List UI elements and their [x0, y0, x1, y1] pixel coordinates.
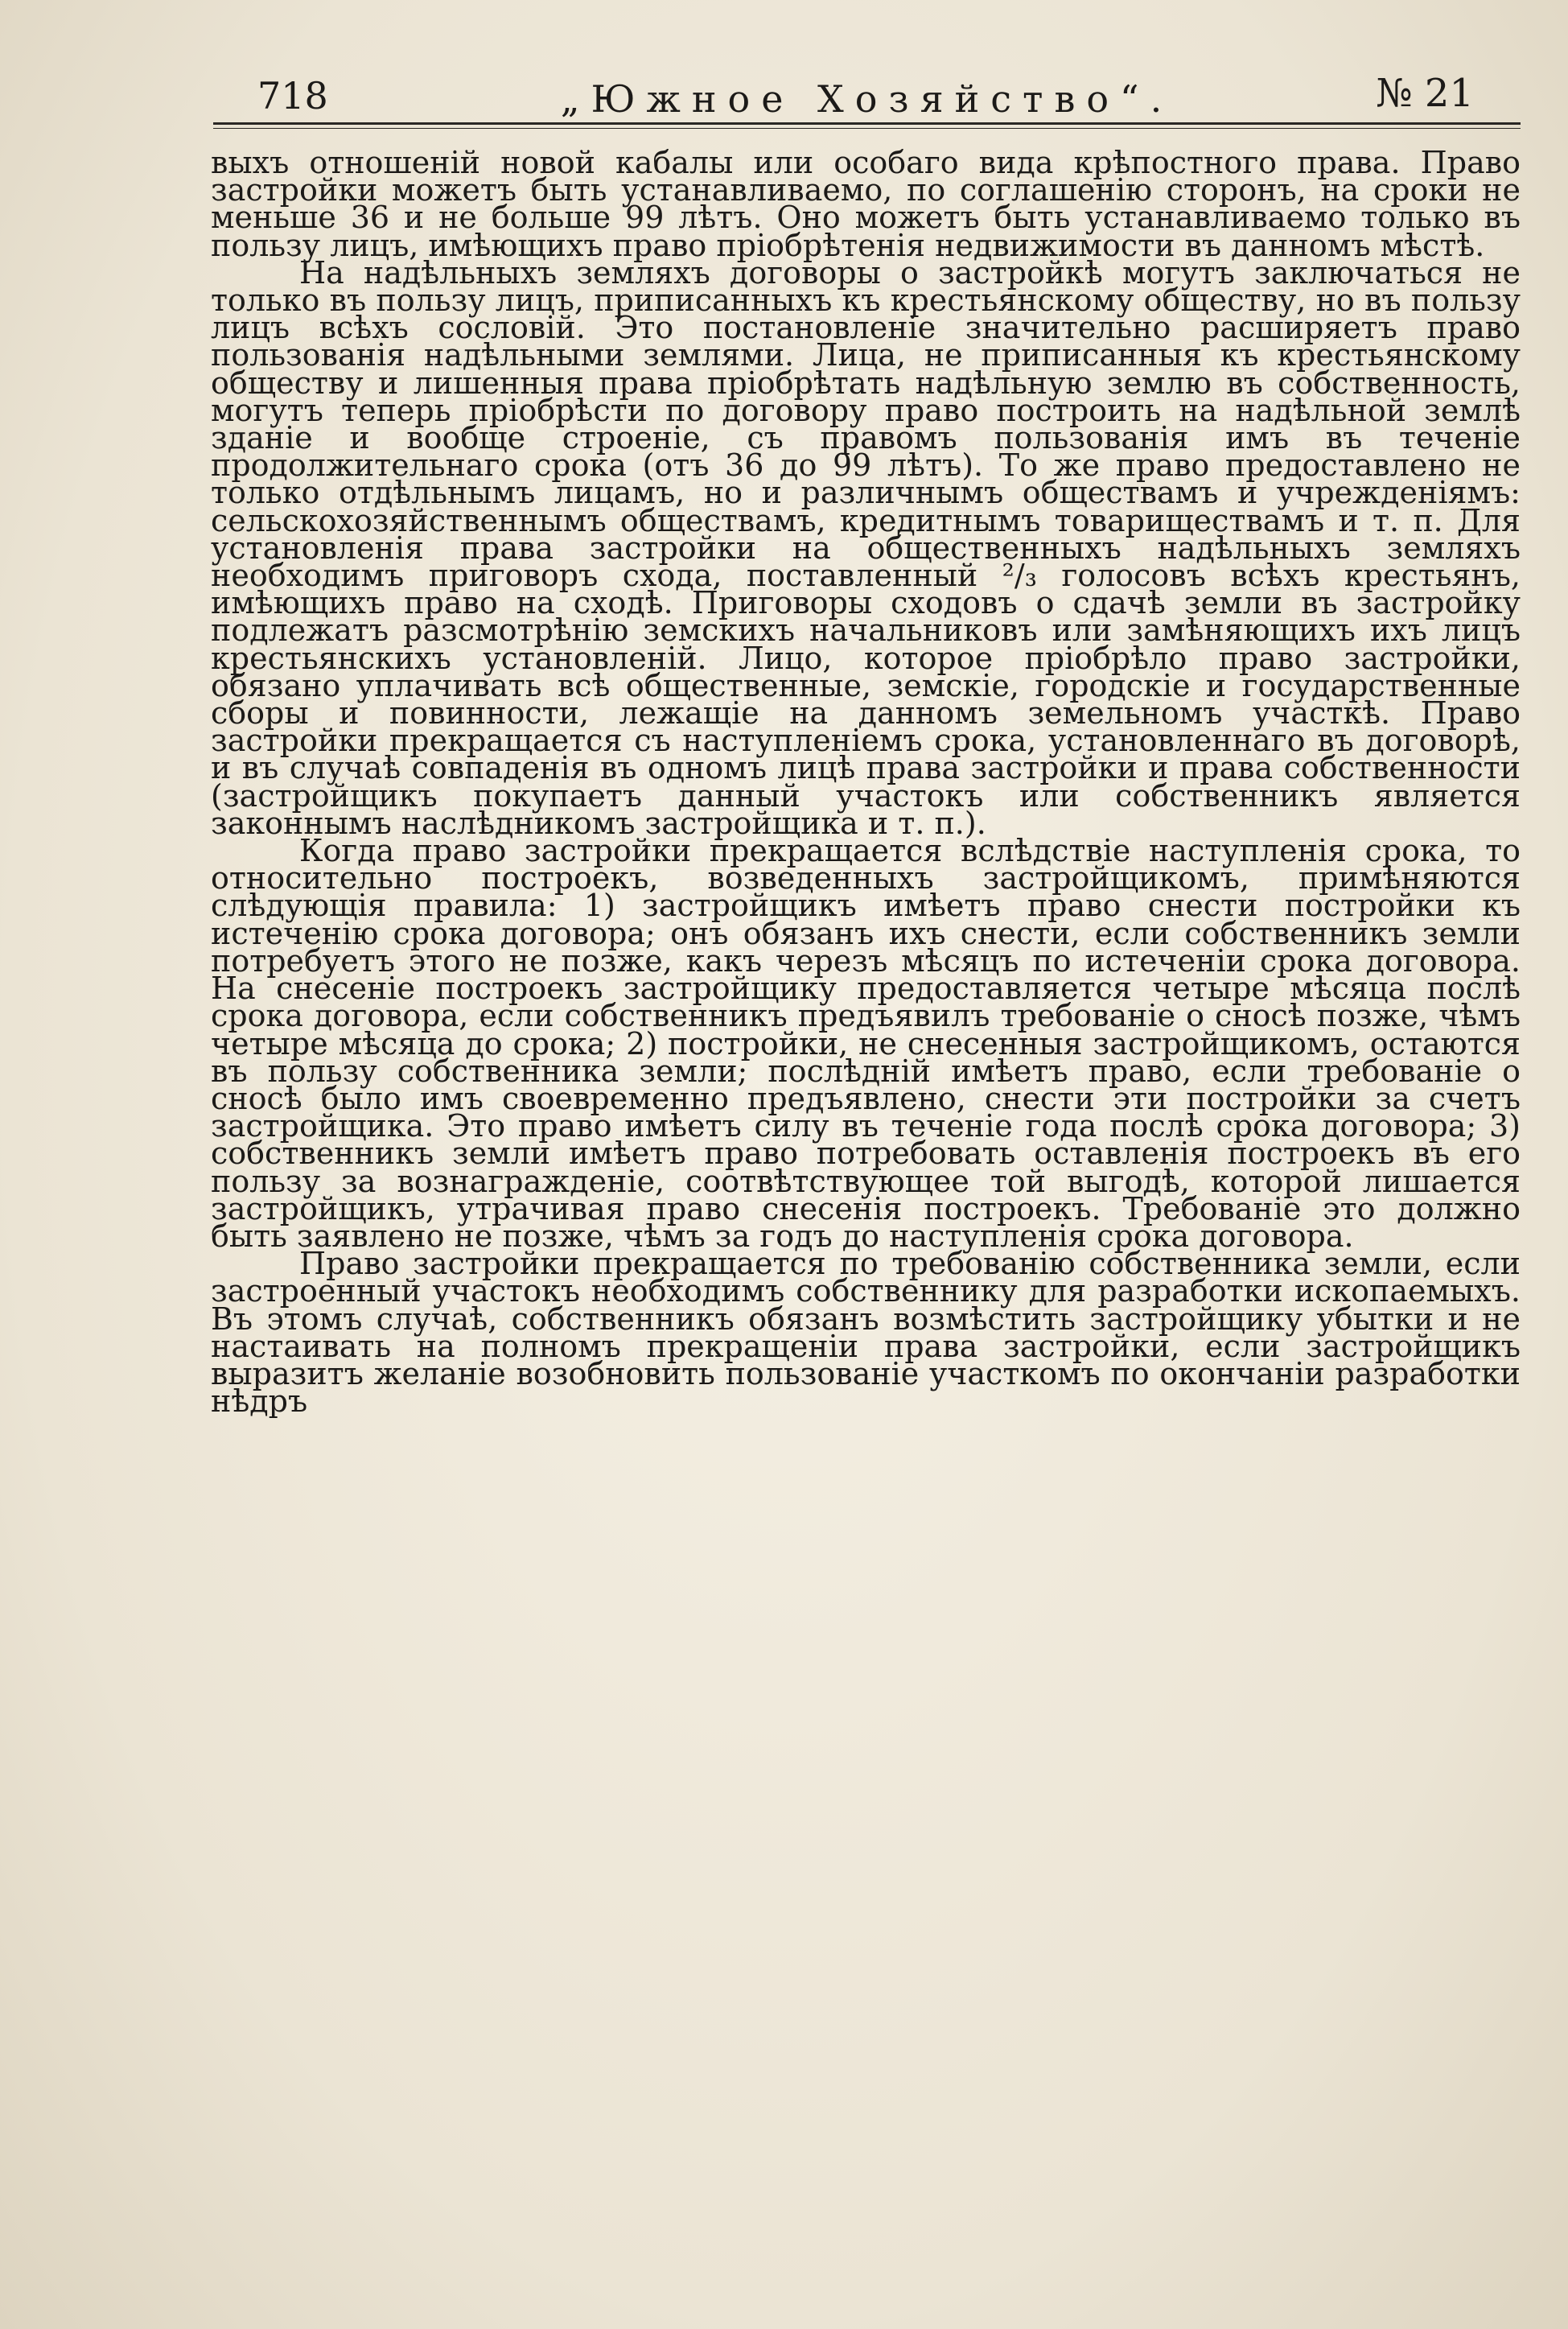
paragraph-continued: выхъ отношеній новой кабалы или особаго вида крѣпостного права. Право застройки можетъ быть устанавливаемо, по соглашенію сторонъ, на сроки не меньше 36 и не больше 99 лѣтъ. Оно можетъ быть устанавливаемо только въ пользу лицъ, имѣющихъ право пріобрѣтенія недвижимости въ данномъ мѣстѣ.	[211, 145, 1521, 263]
paragraph-allotment-lands: На надѣльныхъ земляхъ договоры о застройкѣ могутъ заключаться не только въ пользу лицъ, приписанныхъ къ крестьянскому обществу, но въ пользу лицъ всѣхъ сословій. Это постановленіе значительно расширяетъ право пользованія надѣльными землями. Лица, не приписанныя къ крестьянскому обществу и лишенныя права пріобрѣтать надѣльную землю въ собственность, могутъ теперь пріобрѣсти по договору право построить на надѣльной землѣ зданіе и вообще строеніе, съ правомъ пользованія имъ въ теченіе продолжительнаго срока (отъ 36 до 99 лѣтъ). То же право предоставлено не только отдѣльнымъ лицамъ, но и различнымъ обществамъ и учрежденіямъ: сельскохозяйственнымъ обществамъ, кредитнымъ товариществамъ и т. п. Для установленія права застройки на общественныхъ надѣльныхъ земляхъ необходимъ приговоръ схода, поставленный ²/₃ голосовъ всѣхъ крестьянъ, имѣющихъ право на сходѣ. Приговоры сходовъ о сдачѣ земли въ застройку подлежатъ разсмотрѣнію земскихъ начальниковъ или замѣняющихъ ихъ лицъ крестьянскихъ установленій. Лицо, которое пріобрѣло право застройки, обязано уплачивать всѣ общественные, земскіе, городскіе и государственные сборы и повинности, лежащіе на данномъ земельномъ участкѣ. Право застройки прекращается съ наступленіемъ срока, установленнаго въ договорѣ, и въ случаѣ совпаденія въ одномъ лицѣ права застройки и права собственности (застройщикъ покупаетъ данный участокъ или собственникъ является законнымъ наслѣдникомъ застройщика и т. п.).	[211, 254, 1521, 841]
page-number: 718	[257, 74, 328, 117]
header-rule	[213, 122, 1521, 125]
body-text	[211, 145, 1521, 1420]
running-title: „Южное Хозяйство“.	[560, 77, 1174, 121]
paragraph-owner-demand: Право застройки прекращается по требованію собственника земли, если застроенный участокъ необходимъ собственнику для разработки ископаемыхъ. Въ этомъ случаѣ, собственникъ обязанъ возмѣстить застройщику убытки и не настаивать на полномъ прекращеніи права застройки, если застройщикъ выразитъ желаніе возобновить пользованіе участкомъ по окончаніи разработки нѣдръ	[211, 1246, 1521, 1420]
header-rule-thin	[213, 128, 1521, 129]
paragraph-term-expiry: Когда право застройки прекращается вслѣдствіе наступленія срока, то относительно построекъ, возведенныхъ застройщикомъ, примѣняются слѣдующія правила: 1) застройщикъ имѣетъ право снести постройки къ истеченію срока договора; онъ обязанъ ихъ снести, если собственникъ земли потребуетъ этого не позже, какъ черезъ мѣсяцъ по истеченіи срока договора. На снесеніе построекъ застройщику предоставляется четыре мѣсяца послѣ срока договора, если собственникъ предъявилъ требованіе о сносѣ позже, чѣмъ четыре мѣсяца до срока; 2) постройки, не снесенныя застройщикомъ, остаются въ пользу собственника земли; послѣдній имѣетъ право, если требованіе о сносѣ было имъ своевременно предъявлено, снести эти постройки за счетъ застройщика. Это право имѣетъ силу въ теченіе года послѣ срока договора; 3) собственникъ земли имѣетъ право потребовать оставленія построекъ въ его пользу за вознагражденіе, соотвѣтствующее той выгодѣ, которой лишается застройщикъ, утрачивая право снесенія построекъ. Требованіе это должно быть заявлено не позже, чѣмъ за годъ до наступленія срока договора.	[211, 833, 1521, 1254]
issue-number: № 21	[1376, 71, 1474, 116]
